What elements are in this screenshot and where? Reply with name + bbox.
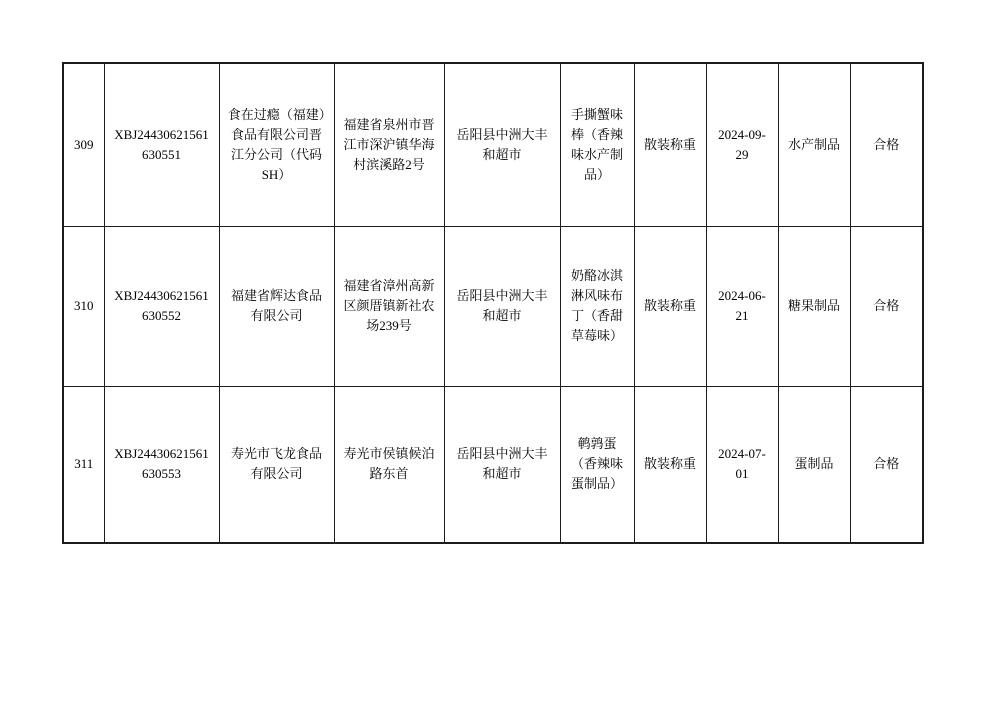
cell-producer-address: 寿光市侯镇候泊路东首	[334, 386, 444, 543]
cell-production-date: 2024-07-01	[706, 386, 778, 543]
cell-sampled-unit: 岳阳县中洲大丰和超市	[444, 386, 560, 543]
cell-food-name: 奶酪冰淇淋风味布丁（香甜草莓味）	[560, 226, 634, 386]
cell-producer-name: 福建省辉达食品有限公司	[219, 226, 334, 386]
cell-category: 蛋制品	[778, 386, 850, 543]
cell-producer-name: 食在过瘾（福建）食品有限公司晋江分公司（代码SH）	[219, 63, 334, 226]
cell-category: 水产制品	[778, 63, 850, 226]
cell-producer-address: 福建省泉州市晋江市深沪镇华海村滨溪路2号	[334, 63, 444, 226]
cell-producer-address: 福建省漳州高新区颜厝镇新社农场239号	[334, 226, 444, 386]
cell-production-date: 2024-09-29	[706, 63, 778, 226]
table-row	[63, 63, 923, 226]
cell-food-name: 手撕蟹味棒（香辣味水产制品）	[560, 63, 634, 226]
cell-serial-number: 310	[63, 226, 104, 386]
cell-sampled-unit: 岳阳县中洲大丰和超市	[444, 63, 560, 226]
cell-producer-name: 寿光市飞龙食品有限公司	[219, 386, 334, 543]
inspection-results-table	[62, 62, 924, 544]
cell-serial-number: 309	[63, 63, 104, 226]
cell-sample-id: XBJ24430621561630553	[104, 386, 219, 543]
cell-food-name: 鹌鹑蛋（香辣味蛋制品）	[560, 386, 634, 543]
cell-production-date: 2024-06-21	[706, 226, 778, 386]
cell-spec: 散装称重	[634, 386, 706, 543]
table-row	[63, 226, 923, 386]
table-row	[63, 386, 923, 543]
cell-result: 合格	[850, 226, 923, 386]
cell-sampled-unit: 岳阳县中洲大丰和超市	[444, 226, 560, 386]
cell-category: 糖果制品	[778, 226, 850, 386]
cell-sample-id: XBJ24430621561630552	[104, 226, 219, 386]
cell-serial-number: 311	[63, 386, 104, 543]
cell-result: 合格	[850, 63, 923, 226]
cell-result: 合格	[850, 386, 923, 543]
cell-sample-id: XBJ24430621561630551	[104, 63, 219, 226]
cell-spec: 散装称重	[634, 63, 706, 226]
cell-spec: 散装称重	[634, 226, 706, 386]
